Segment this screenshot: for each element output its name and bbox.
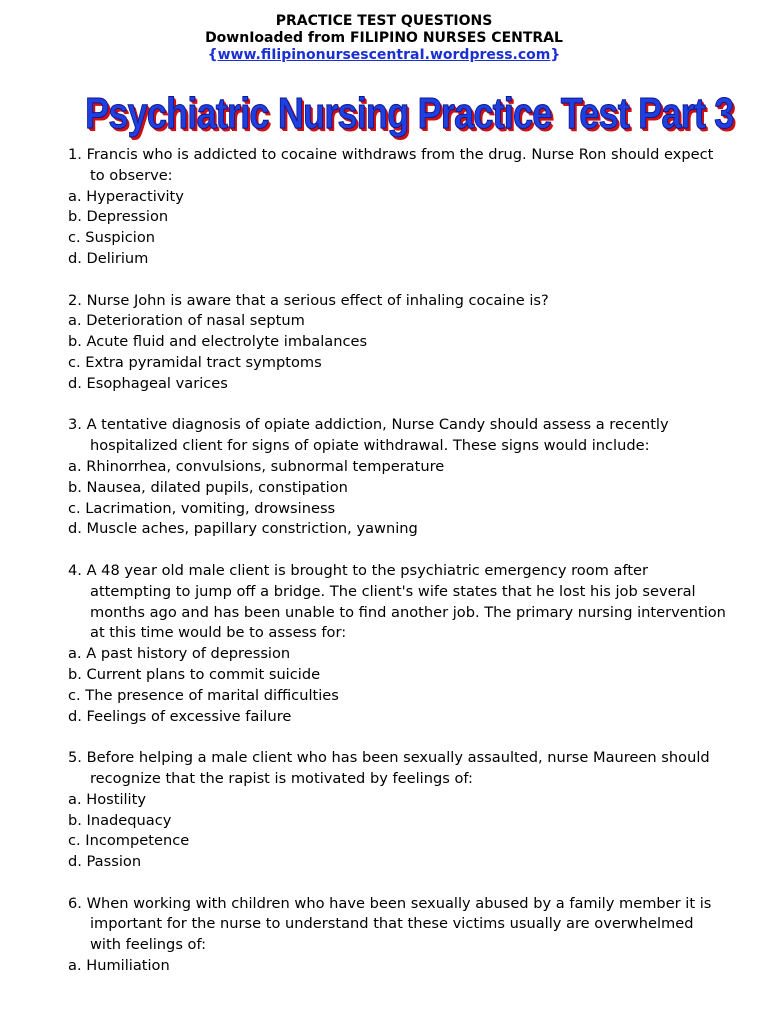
option-c: c. The presence of marital difficulties [68, 686, 339, 704]
option-a: a. Rhinorrhea, convulsions, subnormal temperature [68, 457, 445, 475]
question-5 [68, 748, 728, 873]
page-title-text: Psychiatric Nursing Practice Test Part 3 [84, 89, 734, 138]
option-d: d. Passion [68, 853, 142, 871]
brace-open: { [207, 47, 218, 63]
question-stem: 6. When working with children who have been sexually abused by a family member it is important for the nurse to understand that these victims usually are overwhelmed with feelings of: [68, 894, 712, 954]
option-b: b. Current plans to commit suicide [68, 665, 321, 683]
question-6 [68, 894, 728, 977]
question-1 [68, 145, 728, 270]
header-link-line [0, 47, 768, 64]
question-stem: 2. Nurse John is aware that a serious effect of inhaling cocaine is? [68, 291, 549, 309]
brace-close: } [550, 47, 561, 63]
option-c: c. Extra pyramidal tract symptoms [68, 353, 322, 371]
question-stem: 4. A 48 year old male client is brought to the psychiatric emergency room after attempting to jump off a bridge. The client's wife states that he lost his job several months ago and has been unable to find another job. The primary nursing intervention at this time would be to assess for: [68, 561, 726, 642]
option-a: a. A past history of depression [68, 645, 291, 663]
question-stem: 1. Francis who is addicted to cocaine withdraws from the drug. Nurse Ron should expect to observe: [68, 146, 714, 184]
option-d: d. Delirium [68, 249, 149, 267]
header-line-2: DownIoaded from FILIPINO NURSES CENTRAL [205, 30, 563, 46]
option-a: a. Hostility [68, 790, 146, 808]
option-d: d. Esophageal varices [68, 374, 228, 392]
option-c: c. Incompetence [68, 832, 190, 850]
option-c: c. Suspicion [68, 229, 155, 247]
option-b: b. Inadequacy [68, 811, 172, 829]
option-c: c. Lacrimation, vomiting, drowsiness [68, 499, 336, 517]
option-b: b. Nausea, dilated pupils, constipation [68, 478, 348, 496]
page-title [0, 88, 768, 140]
website-link[interactable]: www.fiIipinonursescentraI.wordpress.com [217, 47, 551, 63]
option-a: a. Hyperactivity [68, 187, 184, 205]
question-2 [68, 291, 728, 395]
document-header [0, 13, 768, 64]
question-3 [68, 415, 728, 540]
option-b: b. Depression [68, 208, 169, 226]
option-d: d. Muscle aches, papillary constriction, yawning [68, 520, 418, 538]
option-b: b. Acute fluid and electrolyte imbalances [68, 333, 368, 351]
question-stem: 3. A tentative diagnosis of opiate addiction, Nurse Candy should assess a recently hospitalized client for signs of opiate withdrawal. These signs would include: [68, 416, 669, 455]
header-line-1: PRACTICE TEST QUESTIONS [275, 13, 493, 29]
option-d: d. Feelings of excessive failure [68, 707, 292, 725]
option-a: a. Humiliation [68, 957, 170, 975]
question-4 [68, 561, 728, 727]
question-list [68, 145, 728, 998]
question-stem: 5. Before helping a male client who has been sexually assaulted, nurse Maureen should recognize that the rapist is motivated by feelings of: [68, 749, 710, 787]
option-a: a. Deterioration of nasal septum [68, 312, 305, 330]
